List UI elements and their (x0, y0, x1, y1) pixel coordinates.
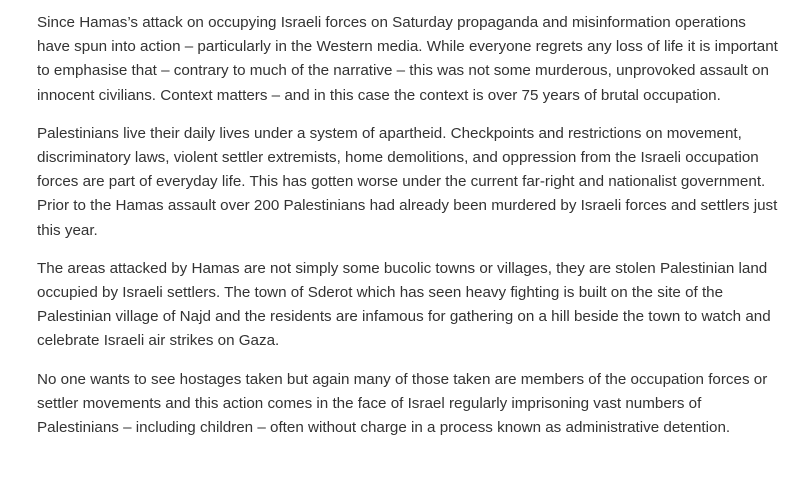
article-paragraph-3: The areas attacked by Hamas are not simply some bucolic towns or villages, they are stolen Palestinian land occupied by Israeli settlers. The town of Sderot which has seen heavy fighting is built on the site of the Palestinian village of Najd and the residents are infamous for gathering on a hill beside the town to watch and celebrate Israeli air strikes on Gaza. (37, 259, 771, 350)
article-body (37, 11, 782, 454)
article-paragraph-2: Palestinians live their daily lives under a system of apartheid. Checkpoints and restrictions on movement, discriminatory laws, violent settler extremists, home demolitions, and oppression from the Israeli occupation forces are part of everyday life. This has gotten worse under the current far-right and nationalist government. Prior to the Hamas assault over 200 Palestinians had already been murdered by Israeli forces and settlers just this year. (37, 124, 778, 239)
article-paragraph-1: Since Hamas’s attack on occupying Israeli forces on Saturday propaganda and misinformation operations have spun into action – particularly in the Western media. While everyone regrets any loss of life it is important to emphasise that – contrary to much of the narrative – this was not some murderous, unprovoked assault on innocent civilians. Context matters – and in this case the context is over 75 years of brutal occupation. (37, 14, 778, 104)
article-paragraph-4: No one wants to see hostages taken but again many of those taken are members of the occupation forces or settler movements and this action comes in the face of Israel regularly imprisoning vast numbers of Palestinians – including children – often without charge in a process known as administrative detention. (37, 370, 768, 437)
